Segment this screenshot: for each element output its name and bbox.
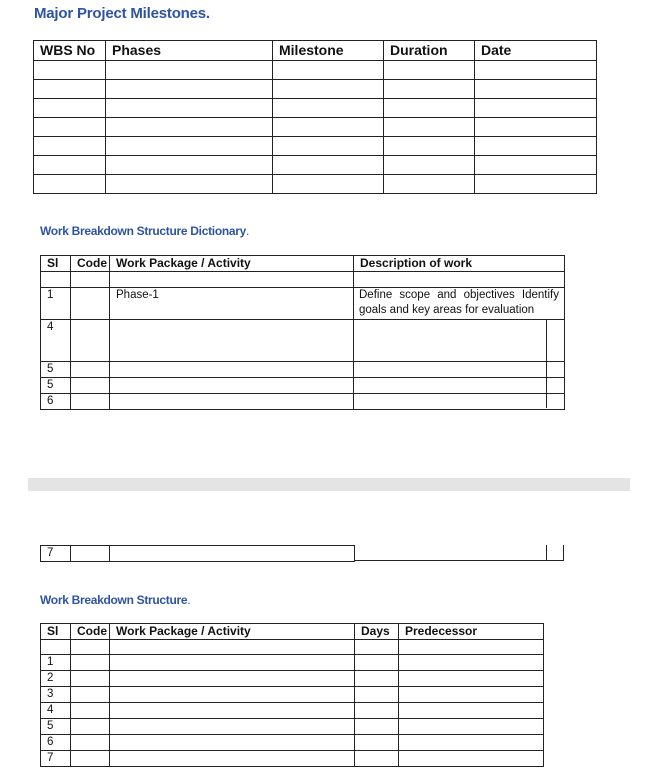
wbs-dictionary-continued: [40, 545, 355, 562]
table-row: 7: [41, 546, 355, 562]
table-row: [34, 61, 597, 80]
table-header-row: [41, 624, 544, 640]
dictionary-title-punct: .: [246, 224, 250, 238]
table-row: 2: [41, 671, 544, 687]
dictionary-title-text: Work Breakdown Structure Dictionary: [40, 224, 246, 238]
col-phases: Phases: [106, 41, 273, 61]
table-header-row: [41, 256, 565, 272]
table-row: 3: [41, 687, 544, 703]
table-row: 5: [41, 378, 565, 394]
continued-description-cell: [354, 560, 564, 561]
wbs-title-text: Work Breakdown Structure: [40, 593, 188, 607]
col-activity: Work Package / Activity: [110, 624, 355, 640]
table-row: [34, 99, 597, 118]
wbs-title-punct: .: [187, 593, 191, 607]
col-code: Code: [71, 256, 110, 272]
table-header-row: [34, 41, 597, 61]
continued-inner-divider: [546, 545, 547, 561]
dictionary-title: [40, 224, 249, 238]
wbs-title: [40, 593, 190, 607]
table-row: 5: [41, 362, 565, 378]
col-wbs-no: WBS No: [34, 41, 106, 61]
col-milestone: Milestone: [273, 41, 384, 61]
continued-right-border: [563, 545, 564, 561]
table-row: 7: [41, 751, 544, 767]
page-break-separator: [28, 478, 630, 491]
wbs-dictionary-table: [40, 255, 565, 410]
table-row: [34, 137, 597, 156]
table-row: 6: [41, 735, 544, 751]
table-row: [34, 156, 597, 175]
milestones-title: Major Project Milestones.: [34, 5, 210, 22]
col-duration: Duration: [384, 41, 475, 61]
table-spacer-row: [41, 272, 565, 288]
table-row: 4: [41, 320, 565, 362]
col-days: Days: [355, 624, 399, 640]
table-row: 1 Phase-1 Define scope and objectives Identify goals and key areas for evaluation: [41, 288, 565, 320]
table-row: 6: [41, 394, 565, 410]
table-row: [34, 80, 597, 99]
col-code: Code: [71, 624, 110, 640]
table-row: [34, 118, 597, 137]
table-row: 5: [41, 719, 544, 735]
col-description: Description of work: [354, 256, 565, 272]
table-row: 4: [41, 703, 544, 719]
wbs-table: [40, 623, 544, 767]
description-inner-divider: [546, 319, 547, 408]
table-spacer-row: [41, 640, 544, 655]
col-sl: Sl: [41, 624, 71, 640]
col-predecessor: Predecessor: [399, 624, 544, 640]
col-sl: Sl: [41, 256, 71, 272]
table-row: 1: [41, 655, 544, 671]
col-activity: Work Package / Activity: [110, 256, 354, 272]
col-date: Date: [475, 41, 597, 61]
table-row: [34, 175, 597, 194]
milestones-table: [33, 40, 597, 194]
